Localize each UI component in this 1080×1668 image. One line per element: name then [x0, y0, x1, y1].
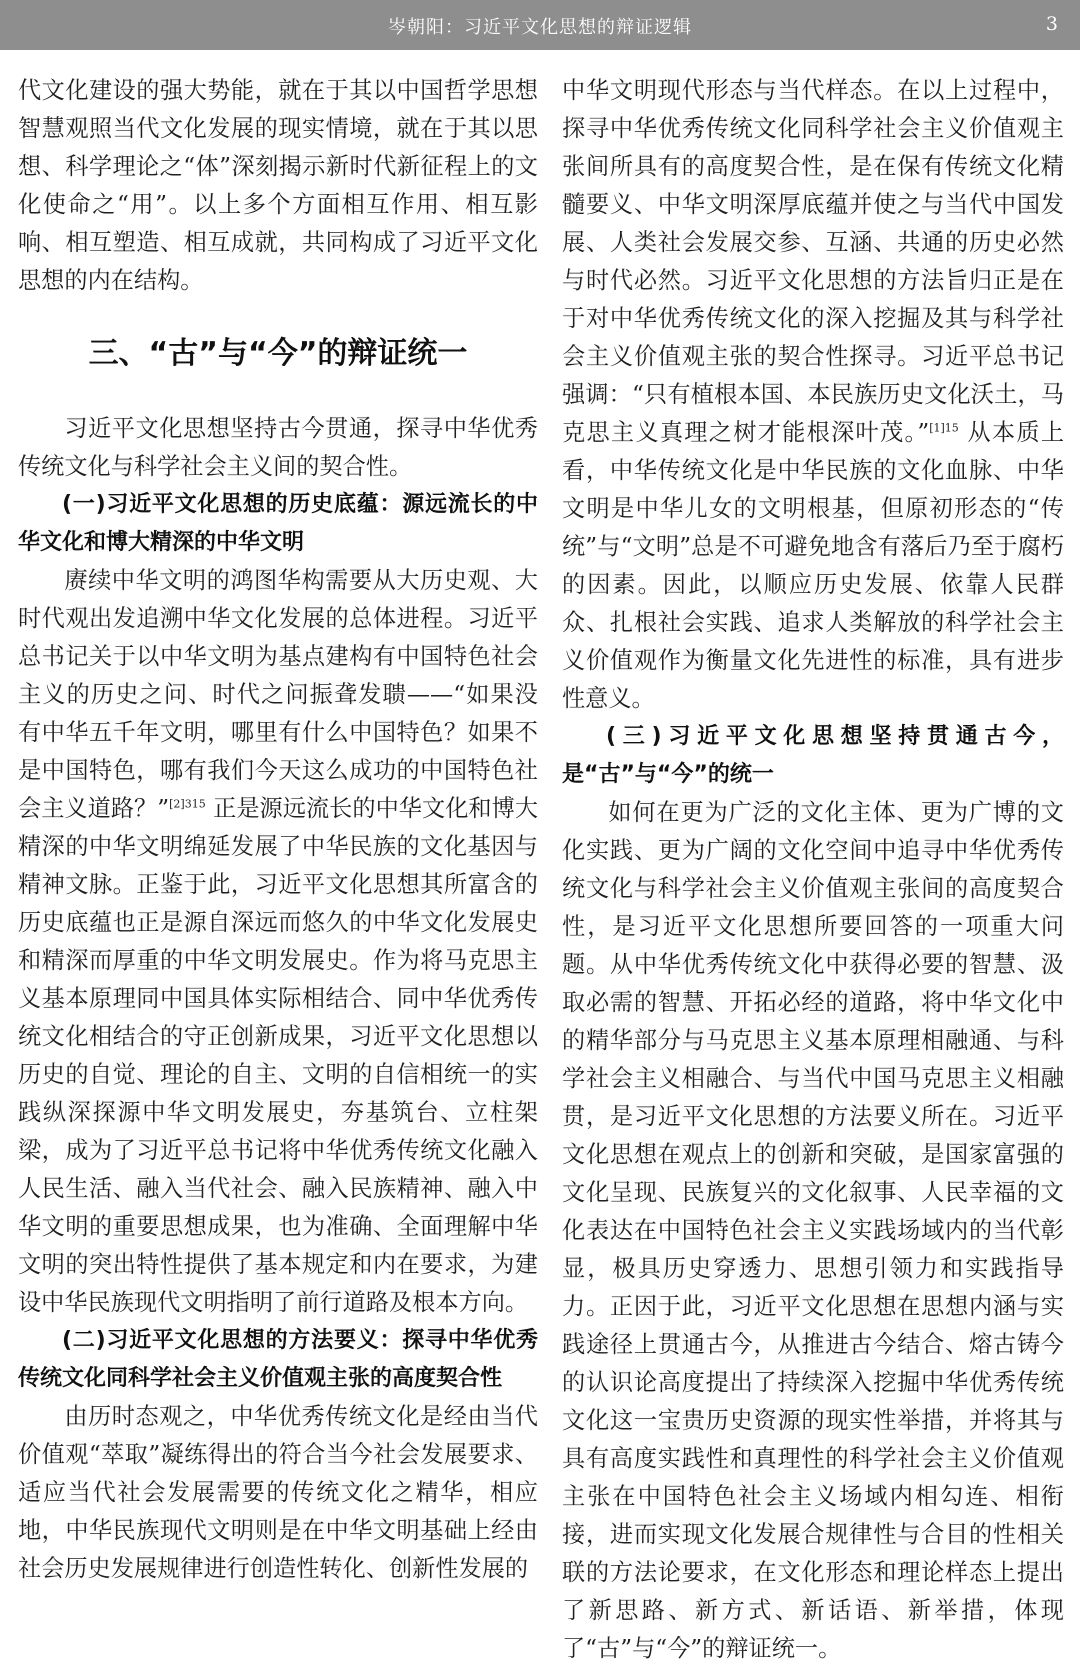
citation-ref: [1]15 — [929, 421, 959, 435]
subsection-2-paragraph-cont — [562, 72, 1064, 718]
paragraph-text: 从本质上看，中华传统文化是中华民族的文化血脉、中华文明是中华儿女的文明根基，但原初形态的“传统”与“文明”总是不可避免地含有落后乃至于腐朽的因素。因此，以顺应历史发展、依靠人民群众、扎根社会实践、追求人类解放的科学社会主义价值观作为衡量文化先进性的标准，具有进步性意义。 — [562, 419, 1065, 712]
section-title: 三、“古”与“今”的辩证统一 — [88, 336, 468, 371]
paragraph-text: 正是源远流长的中华文化和博大精深的中华文明绵延发展了中华民族的文化基因与精神文脉。正鉴于此，习近平文化思想其所富含的历史底蕴也正是源自深远而悠久的中华文化发展史和精深而厚重的中华文明发展史。作为将马克思主义基本原理同中国具体实际相结合、同中华优秀传统文化相结合的守正创新成果，习近平文化思想以历史的自觉、理论的自主、文明的自信相统一的实践纵深探源中华文明发展史，夯基筑台、立柱架梁，成为了习近平总书记将中华优秀传统文化融入人民生活、融入当代社会、融入民族精神、融入中华文明的重要思想成果，也为准确、全面理解中华文明的突出特性提供了基本规定和内在要求，为建设中华民族现代文明指明了前行道路及根本方向。 — [18, 795, 539, 1316]
subsection-1-paragraph — [18, 562, 538, 1322]
citation-ref: [2]315 — [169, 797, 206, 811]
subsection-3-paragraph: 如何在更为广泛的文化主体、更为广博的文化实践、更为广阔的文化空间中追寻中华优秀传统文化与科学社会主义价值观主张间的高度契合性，是习近平文化思想所要回答的一项重大问题。从中华优秀传统文化中获得必要的智慧、汲取必需的智慧、开拓必经的道路，将中华文化中的精华部分与马克思主义基本原理相融通、与科学社会主义相融合、与当代中国马克思主义相融贯，是习近平文化思想的方法要义所在。习近平文化思想在观点上的创新和突破，是国家富强的文化呈现、民族复兴的文化叙事、人民幸福的文化表达在中国特色社会主义实践场域内的当代彰显，极具历史穿透力、思想引领力和实践指导力。正因于此，习近平文化思想在思想内涵与实践途径上贯通古今，从推进古今结合、熔古铸今的认识论高度提出了持续深入挖掘中华优秀传统文化这一宝贵历史资源的现实性举措，并将其与具有高度实践性和真理性的科学社会主义价值观主张在中国特色社会主义场域内相勾连、相衔接，进而实现文化发展合规律性与合目的性相关联的方法论要求，在文化形态和理论样态上提出了新思路、新方式、新话语、新举措，体现了“古”与“今”的辩证统一。 — [562, 799, 1064, 1662]
paragraph-text: 赓续中华文明的鸿图华构需要从大历史观、大时代观出发追溯中华文化发展的总体进程。习近平总书记关于以中华文明为基点建构有中国特色社会主义的历史之问、时代之问振聋发聩——“如果没有中华五千年文明，哪里有什么中国特色？如果不是中国特色，哪有我们今天这么成功的中国特色社会主义道路？” — [18, 567, 538, 822]
section-intro: 习近平文化思想坚持古今贯通，探寻中华优秀传统文化与科学社会主义间的契合性。 — [18, 415, 538, 480]
subsection-3-title: (三)习近平文化思想坚持贯通古今，是“古”与“今”的统一 — [562, 724, 1064, 787]
page-number: 3 — [1045, 13, 1058, 35]
subsection-2-paragraph: 由历时态观之，中华优秀传统文化是经由当代价值观“萃取”凝练得出的符合当今社会发展要求、适应当代社会发展需要的传统文化之精华，相应地，中华民族现代文明则是在中华文明基础上经由社会历史发展规律进行创造性转化、创新性发展的 — [18, 1403, 538, 1582]
paragraph-text: 中华文明现代形态与当代样态。在以上过程中，探寻中华优秀传统文化同科学社会主义价值观主张间所具有的高度契合性，是在保有传统文化精髓要义、中华文明深厚底蕴并使之与当代中国发展、人类社会发展交参、互涵、共通的历史必然与时代必然。习近平文化思想的方法旨归正是在于对中华优秀传统文化的深入挖掘及其与科学社会主义价值观主张的契合性探寻。习近平总书记强调：“只有植根本国、本民族历史文化沃土，马克思主义真理之树才能根深叶茂。” — [562, 77, 1064, 446]
left-column — [18, 72, 538, 1588]
right-column — [562, 72, 1064, 1668]
running-header — [0, 0, 1080, 50]
subsection-1-title: (一)习近平文化思想的历史底蕴：源远流长的中华文化和博大精深的中华文明 — [18, 492, 538, 555]
subsection-2-title: (二)习近平文化思想的方法要义：探寻中华优秀传统文化同科学社会主义价值观主张的高度契合性 — [18, 1328, 538, 1391]
paragraph-continued: 代文化建设的强大势能，就在于其以中国哲学思想智慧观照当代文化发展的现实情境，就在于其以思想、科学理论之“体”深刻揭示新时代新征程上的文化使命之“用”。以上多个方面相互作用、相互影响、相互塑造、相互成就，共同构成了习近平文化思想的内在结构。 — [18, 77, 538, 294]
running-title: 岑朝阳：习近平文化思想的辩证逻辑 — [388, 17, 692, 38]
